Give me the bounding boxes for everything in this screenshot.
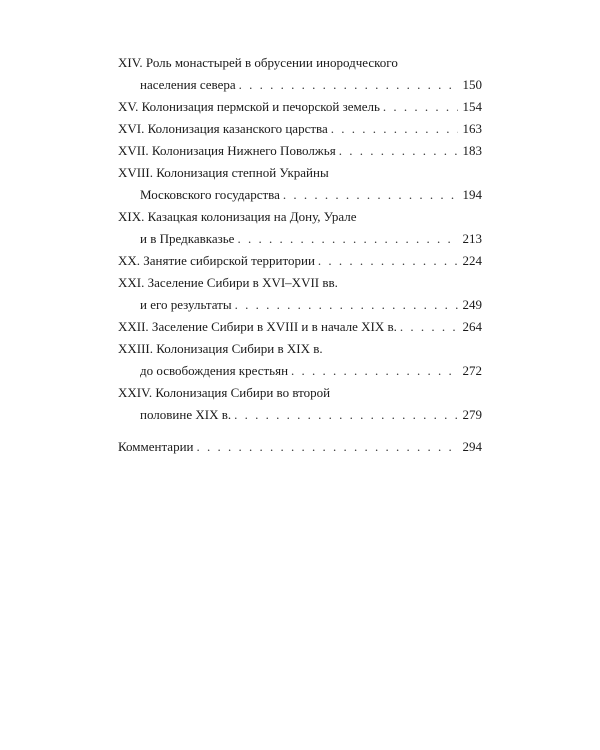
toc-page-number: 150 [462,77,482,92]
dot-leader [236,74,458,96]
dot-leader [315,250,458,272]
toc-entry-title: XX. Занятие сибирской территории [118,253,315,268]
dot-leader [280,184,458,206]
table-of-contents [118,52,482,458]
section-gap [118,426,482,436]
toc-page-number: 154 [462,99,482,114]
toc-entry-title: XXII. Заселение Сибири в XVIII и в начале XIX в. [118,319,397,334]
toc-entry-title-cont: Московского государства [140,187,280,202]
toc-entry-xxiii[interactable] [118,338,482,382]
toc-entry-comments[interactable] [118,436,482,458]
dot-leader [380,96,458,118]
dot-leader [336,140,458,162]
toc-page-number: 279 [462,407,482,422]
toc-entry-xxii[interactable] [118,316,482,338]
dot-leader [328,118,458,140]
toc-entry-title: XIV. Роль монастырей в обрусении инородческого [118,55,398,70]
dot-leader [234,228,458,250]
toc-page-number: 194 [462,187,482,202]
toc-page-number: 224 [462,253,482,268]
dot-leader [193,436,458,458]
toc-page-number: 294 [462,439,482,454]
toc-entry-title: XXIII. Колонизация Сибири в XIX в. [118,341,323,356]
toc-entry-title-cont: и в Предкавказье [140,231,235,246]
toc-page-number: 183 [462,143,482,158]
dot-leader [231,404,458,426]
toc-entry-xx[interactable] [118,250,482,272]
toc-entry-title-cont: населения севера [140,77,236,92]
toc-page-number: 249 [462,297,482,312]
toc-entry-title: XXI. Заселение Сибири в XVI–XVII вв. [118,275,338,290]
dot-leader [288,360,458,382]
toc-entry-title: XXIV. Колонизация Сибири во второй [118,385,331,400]
toc-entry-title: XIX. Казацкая колонизация на Дону, Урале [118,209,357,224]
toc-entry-xiv[interactable] [118,52,482,96]
toc-entry-xxiv[interactable] [118,382,482,426]
toc-entry-title: XVII. Колонизация Нижнего Поволжья [118,143,336,158]
toc-page-number: 272 [462,363,482,378]
toc-entry-xvii[interactable] [118,140,482,162]
toc-entry-xv[interactable] [118,96,482,118]
toc-page-number: 213 [462,231,482,246]
dot-leader [232,294,458,316]
toc-entry-title-cont: и его результаты [140,297,232,312]
toc-entry-title: XVIII. Колонизация степной Украйны [118,165,329,180]
toc-entry-title-cont: до освобождения крестьян [140,363,289,378]
toc-page-number: 264 [462,319,482,334]
toc-entry-xvi[interactable] [118,118,482,140]
toc-entry-xviii[interactable] [118,162,482,206]
toc-entry-title: XV. Колонизация пермской и печорской земель [118,99,380,114]
toc-entry-xix[interactable] [118,206,482,250]
toc-entry-title-cont: половине XIX в. [140,407,232,422]
toc-entry-xxi[interactable] [118,272,482,316]
dot-leader [397,316,458,338]
toc-page-number: 163 [462,121,482,136]
toc-entry-title: XVI. Колонизация казанского царства [118,121,328,136]
toc-entry-title: Комментарии [118,439,194,454]
